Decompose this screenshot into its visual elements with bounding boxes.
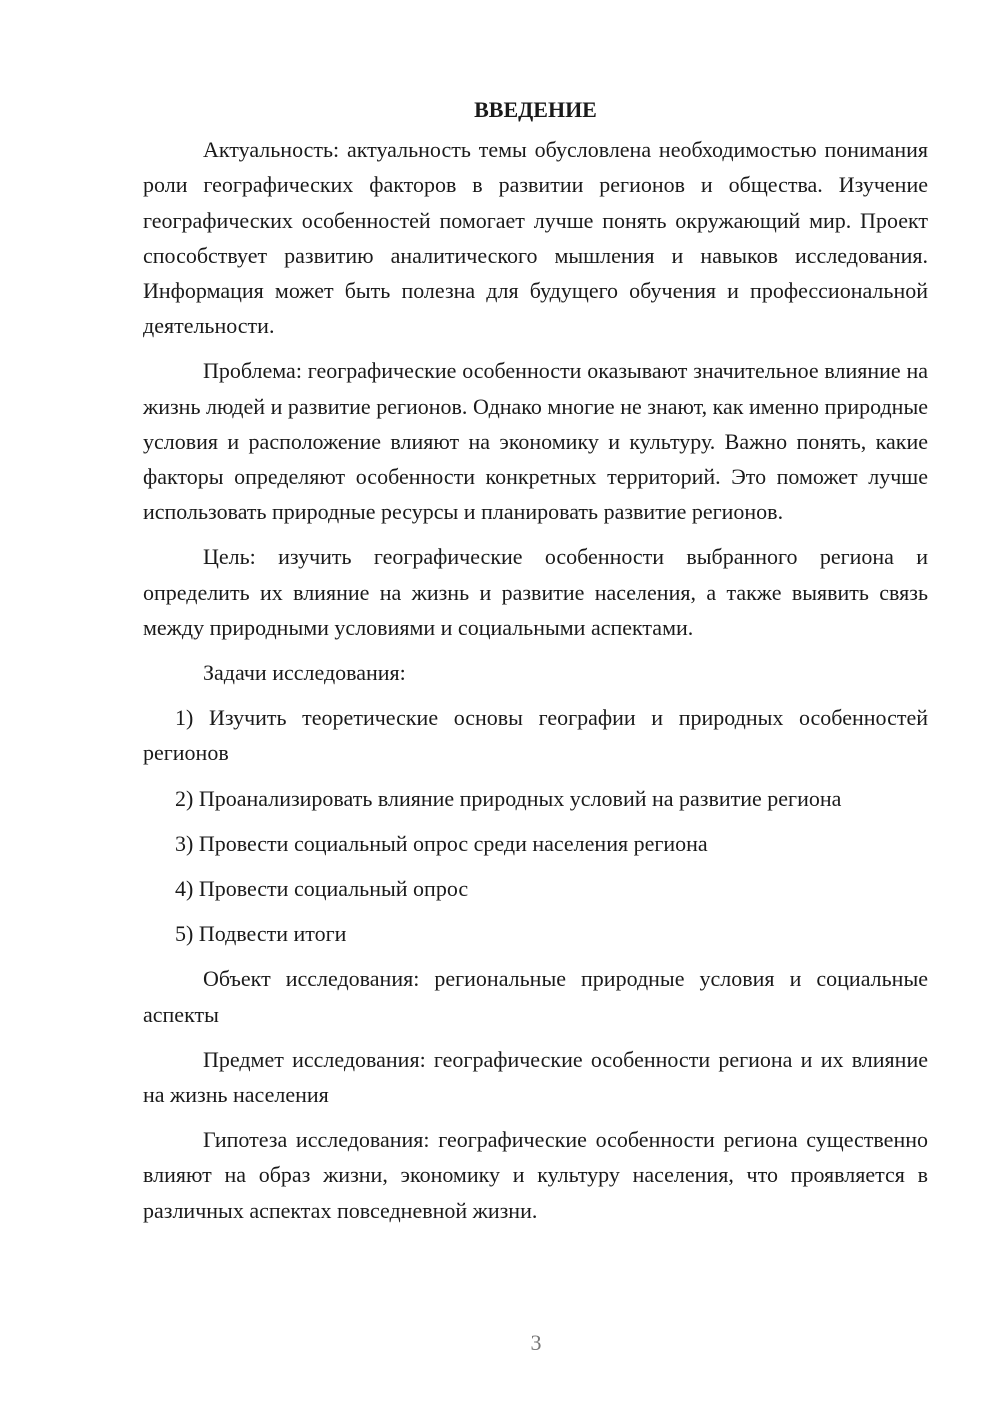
page-number: 3 <box>530 1330 542 1355</box>
task-item-2: 2) Проанализировать влияние природных условий на развитие региона <box>175 785 842 811</box>
task-item-5: 5) Подвести итоги <box>175 921 347 947</box>
problem-paragraph: Проблема: географические особенности оказывают значительное влияние на жизнь людей и развитие регионов. Однако многие не знают, как именно природные условия и расположение влияют на экономику и культуру. Важно понять, какие факторы определяют особенности конкретных территорий. Это поможет лучше использовать природные ресурсы и планировать развитие регионов. <box>143 358 928 525</box>
task-item-4: 4) Провести социальный опрос <box>175 876 469 902</box>
document-page <box>143 92 928 1238</box>
task-item-1: 1) Изучить теоретические основы географии и природных особенностей регионов <box>143 705 928 766</box>
tasks-title: Задачи исследования: <box>203 660 406 686</box>
object-paragraph: Объект исследования: региональные природные условия и социальные аспекты <box>143 966 928 1027</box>
goal-paragraph: Цель: изучить географические особенности выбранного региона и определить их влияние на жизнь и развитие населения, а также выявить связь между природными условиями и социальными аспектами. <box>143 544 928 640</box>
hypothesis-paragraph: Гипотеза исследования: географические особенности региона существенно влияют на образ жизни, экономику и культуру населения, что проявляется в различных аспектах повседневной жизни. <box>143 1127 928 1223</box>
subject-paragraph: Предмет исследования: географические особенности региона и их влияние на жизнь населения <box>143 1046 928 1108</box>
section-heading: ВВЕДЕНИЕ <box>474 97 597 122</box>
relevance-paragraph: Актуальность: актуальность темы обусловлена необходимостью понимания роли географических факторов в развитии регионов и общества. Изучение географических особенностей помогает лучше понять окружающий мир. Проект способствует развитию аналитического мышления и навыков исследования. Информация может быть полезна для будущего обучения и профессиональной деятельности. <box>143 137 928 339</box>
task-item-3: 3) Провести социальный опрос среди населения региона <box>175 830 708 856</box>
